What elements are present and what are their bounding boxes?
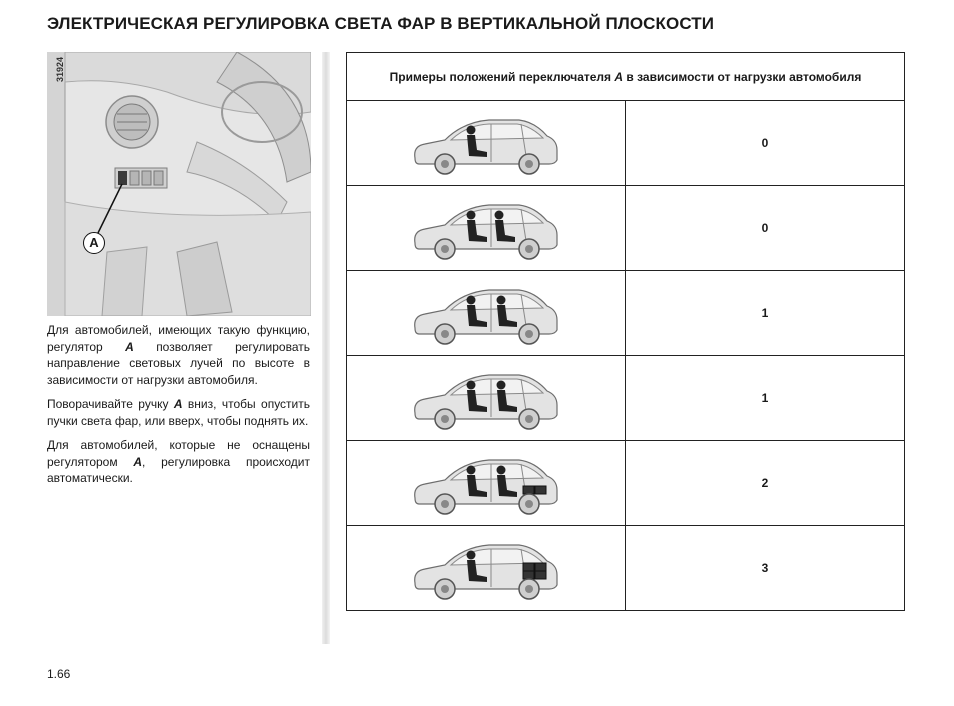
column-divider bbox=[322, 52, 330, 644]
table-row bbox=[347, 271, 905, 356]
car-driver-with-heavy-luggage-icon bbox=[347, 526, 626, 611]
table-row bbox=[347, 441, 905, 526]
switch-position-value: 1 bbox=[626, 271, 905, 356]
dashboard-illustration bbox=[47, 52, 311, 316]
switch-position-value: 2 bbox=[626, 441, 905, 526]
callout-label-a: A bbox=[83, 232, 105, 254]
switch-position-value: 0 bbox=[626, 101, 905, 186]
car-five-occupants-icon bbox=[347, 356, 626, 441]
table-row bbox=[347, 356, 905, 441]
table-header: Примеры положений переключателя A в зависимости от нагрузки автомобиля bbox=[347, 53, 905, 101]
dashboard-photo bbox=[47, 52, 311, 316]
table-row bbox=[347, 526, 905, 611]
car-driver-and-front-passenger-icon bbox=[347, 186, 626, 271]
switch-position-value: 1 bbox=[626, 356, 905, 441]
paragraph-3: Для автомобилей, которые не оснащены регулятором A, регулировка происходит автоматически. bbox=[47, 438, 310, 485]
car-driver-only-icon bbox=[347, 101, 626, 186]
paragraph-1: Для автомобилей, имеющих такую функцию, регулятор A позволяет регулировать направление световых лучей по высоте в зависимости от нагрузки автомобиля. bbox=[47, 323, 310, 387]
load-positions-table bbox=[346, 52, 905, 611]
table-row bbox=[347, 101, 905, 186]
page-number: 1.66 bbox=[47, 667, 71, 681]
switch-position-value: 3 bbox=[626, 526, 905, 611]
paragraph-2: Поворачивайте ручку A вниз, чтобы опустить пучки света фар, или вверх, чтобы поднять их. bbox=[47, 397, 311, 428]
switch-position-value: 0 bbox=[626, 186, 905, 271]
page-title: ЭЛЕКТРИЧЕСКАЯ РЕГУЛИРОВКА СВЕТА ФАР В ВЕРТИКАЛЬНОЙ ПЛОСКОСТИ bbox=[47, 14, 715, 33]
table-row bbox=[347, 186, 905, 271]
body-text bbox=[47, 322, 310, 495]
car-four-occupants-icon bbox=[347, 271, 626, 356]
car-full-with-luggage-icon bbox=[347, 441, 626, 526]
figure-code: 31924 bbox=[55, 56, 65, 82]
